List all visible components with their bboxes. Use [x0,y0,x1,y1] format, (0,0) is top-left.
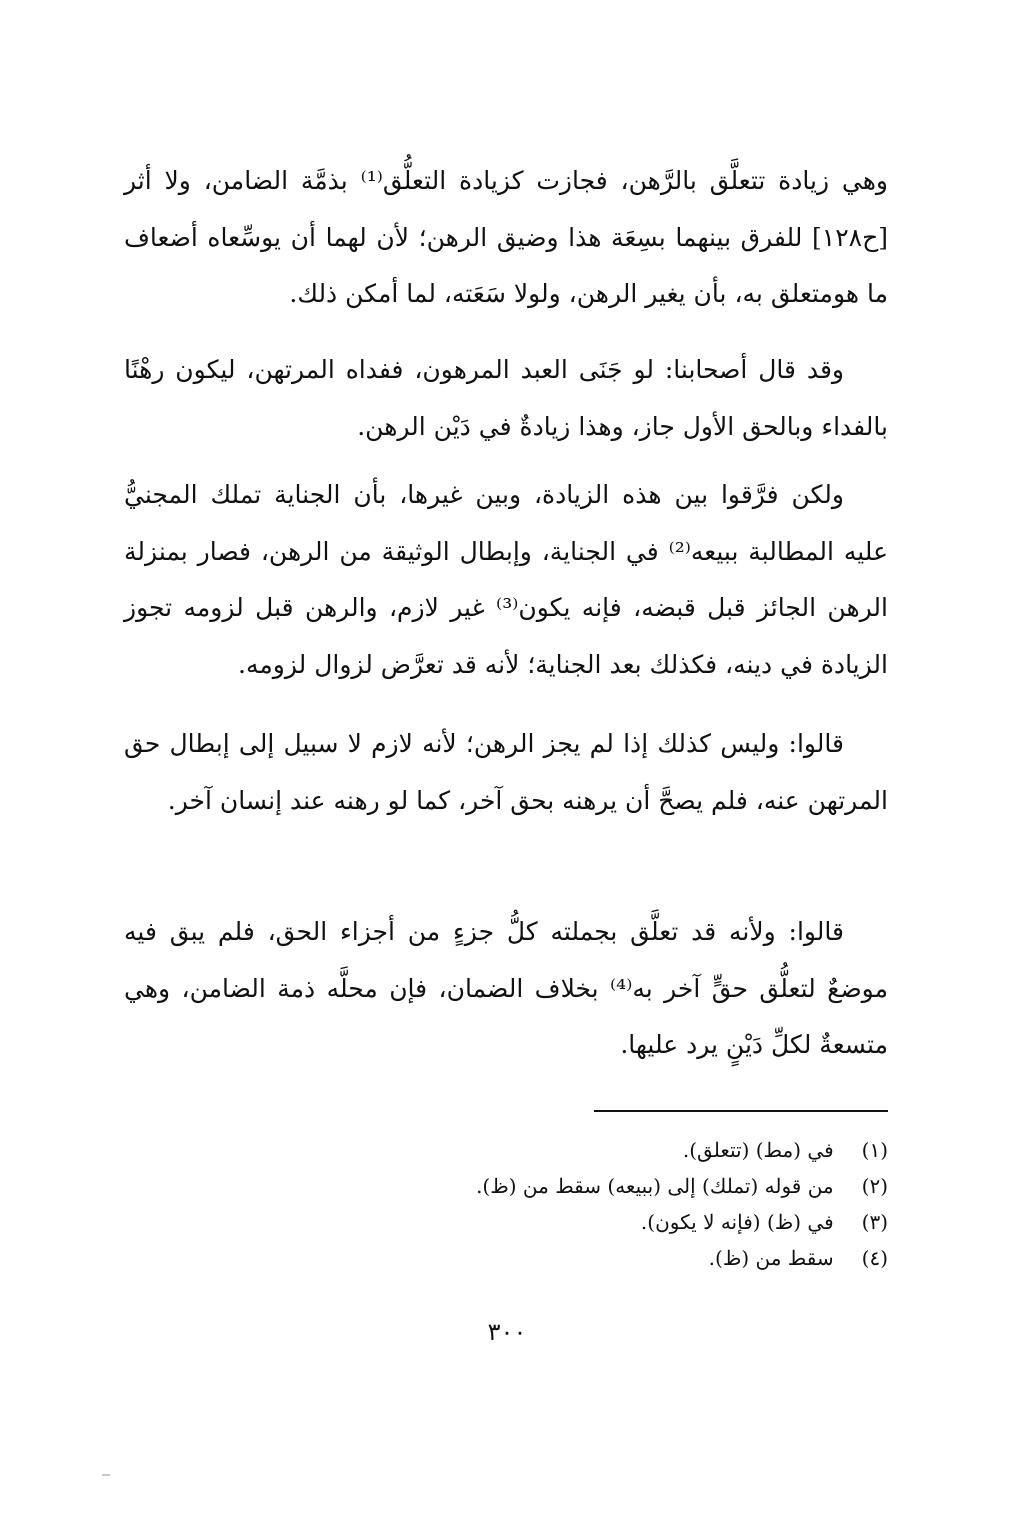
footnote-item [124,1240,888,1276]
paragraph-3: ولكن فرَّقوا بين هذه الزيادة، وبين غيرها، بأن الجناية تملك المجنيُّ عليه المطالبة ببيعه⁽²⁾ في الجناية، وإبطال الوثيقة من الرهن، فصار بمنزلة الرهن الجائز قبل قبضه، فإنه يكون⁽³⁾ غير لازم، والرهن قبل لزومه تجوز الزيادة في دينه، فكذلك بعد الجناية؛ لأنه قد تعرَّض لزوال لزومه. [124,480,889,679]
footnote-separator [594,1110,888,1112]
footnote-item [124,1168,888,1204]
paragraph-2: وقد قال أصحابنا: لو جَنَى العبد المرهون، ففداه المرتهن، ليكون رهْنًا بالفداء وبالحق الأول جاز، وهذا زيادةٌ في دَيْن الرهن. [124,355,888,441]
footnotes-list [124,1132,888,1276]
paragraph-4: قالوا: وليس كذلك إذا لم يجز الرهن؛ لأنه لازم لا سبيل إلى إبطال حق المرتهن عنه، فلم يصحَّ أن يرهنه بحق آخر، كما لو رهنه عند إنسان آخر. [124,729,888,815]
footnote-number: (٣) [861,1210,888,1234]
footnote-number: (٤) [861,1246,888,1270]
footnote-text: في (مط) (تتعلق). [682,1138,834,1162]
footnote-number: (١) [861,1138,888,1162]
page-number: ٣٠٠ [487,1318,527,1346]
footnote-text: في (ظ) (فإنه لا يكون). [640,1210,834,1234]
paragraph-1: وهي زيادة تتعلَّق بالرَّهن، فجازت كزيادة التعلُّق⁽¹⁾ بذمَّة الضامن، ولا أثر [ح١٢٨] للفرق بينهما بسِعَة هذا وضيق الرهن؛ لأن لهما أن يوسِّعاه أضعاف ما هومتعلق به، بأن يغير الرهن، ولولا سَعَته، لما أمكن ذلك. [124,166,888,308]
footnote-text: من قوله (تملك) إلى (ببيعه) سقط من (ظ). [476,1174,834,1198]
footnote-text: سقط من (ظ). [708,1246,834,1270]
scan-mark [102,1474,110,1476]
footnote-number: (٢) [861,1174,888,1198]
footnote-item [124,1132,888,1168]
paragraph-5: قالوا: ولأنه قد تعلَّق بجملته كلُّ جزءٍ من أجزاء الحق، فلم يبق فيه موضعٌ لتعلُّق حقٍّ آخر به⁽⁴⁾ بخلاف الضمان، فإن محلَّه ذمة الضامن، وهي متسعةٌ لكلِّ دَيْنٍ يرد عليها. [124,917,888,1059]
footnote-item [124,1204,888,1240]
